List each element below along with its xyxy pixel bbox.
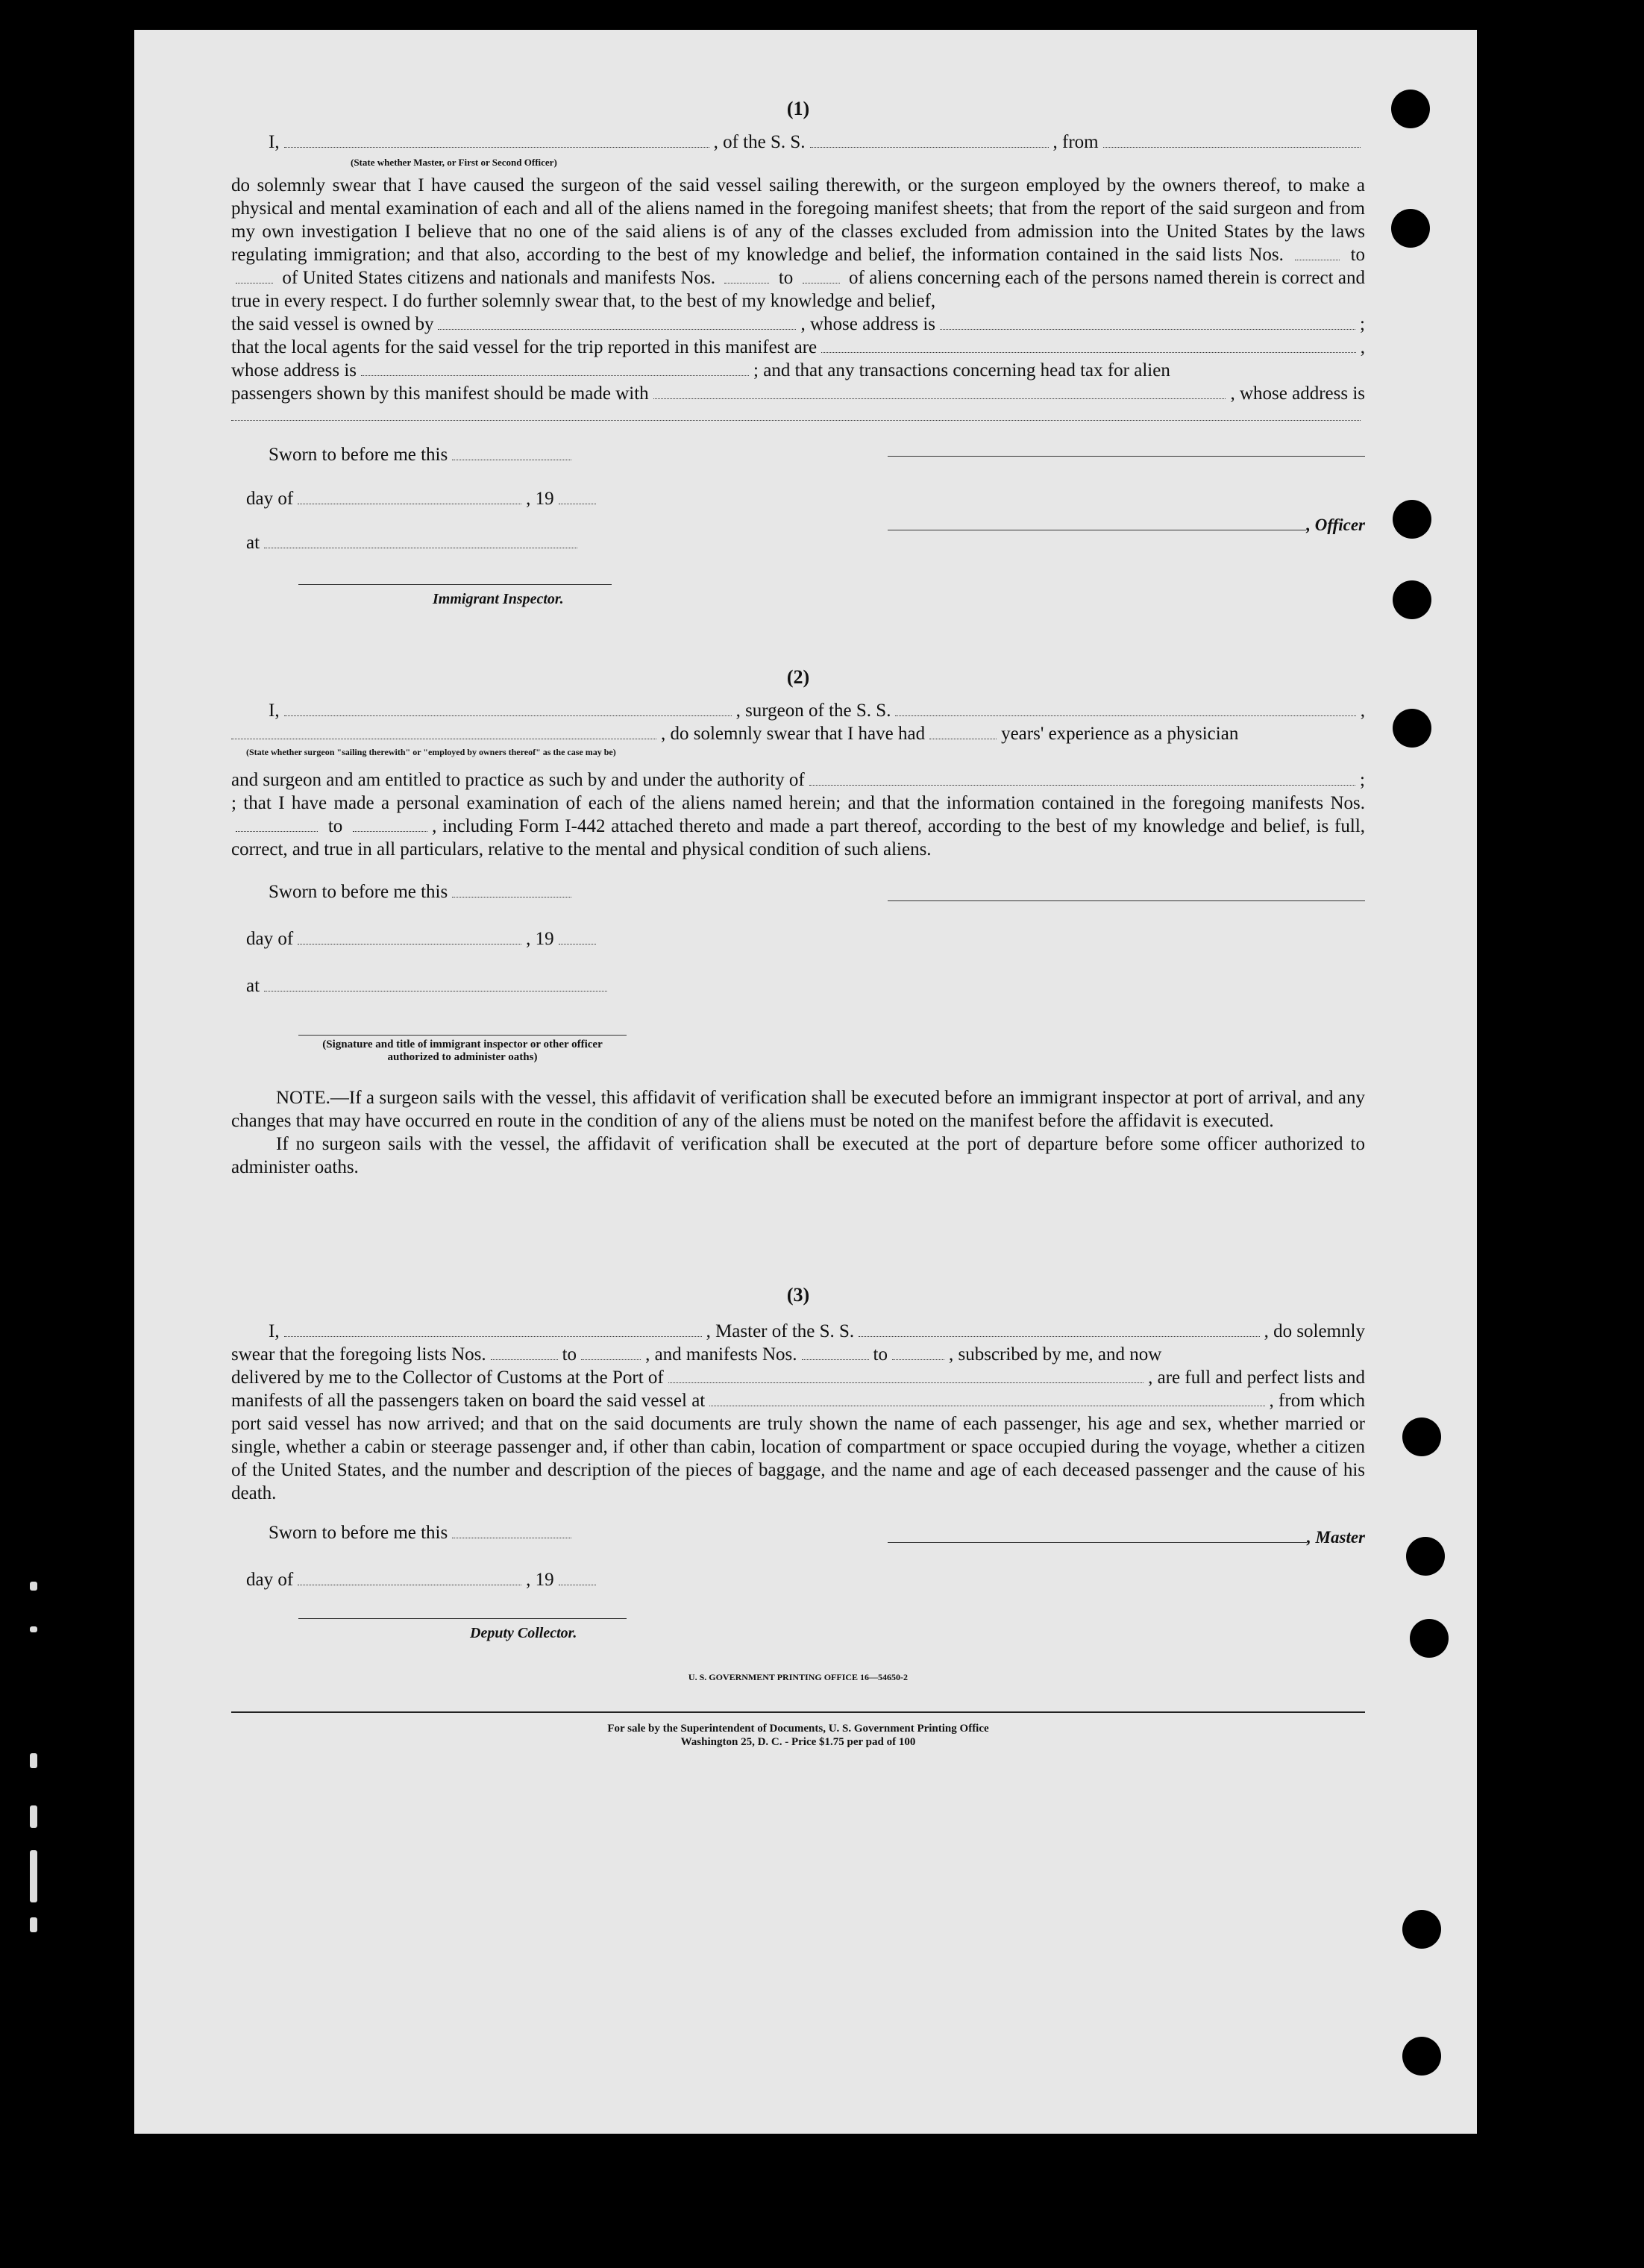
place-field[interactable] bbox=[264, 533, 577, 548]
punch-hole bbox=[1393, 709, 1431, 748]
immigrant-inspector-label: Immigrant Inspector. bbox=[433, 591, 564, 607]
officer-signature-line-1[interactable] bbox=[888, 455, 1365, 457]
s2-year-field[interactable] bbox=[559, 929, 596, 945]
punch-hole bbox=[1391, 90, 1430, 128]
s3-year-field[interactable] bbox=[559, 1570, 596, 1585]
from-port-field[interactable] bbox=[1103, 132, 1361, 148]
s2-sworn-date-field[interactable] bbox=[452, 882, 571, 898]
document-sheet bbox=[134, 30, 1477, 2134]
sworn-date-field[interactable] bbox=[452, 445, 571, 460]
officer-label: , Officer bbox=[1306, 516, 1365, 534]
lists-from-field[interactable] bbox=[1295, 245, 1340, 260]
manifests-from-field[interactable] bbox=[724, 268, 769, 284]
port-field[interactable] bbox=[668, 1368, 1143, 1383]
s2-signature-caption: (Signature and title of immigrant inspector or other officer authorized to administer oaths) bbox=[322, 1039, 603, 1063]
years-experience-field[interactable] bbox=[929, 724, 997, 739]
lists-to-field[interactable] bbox=[236, 268, 273, 284]
inspector-signature-line[interactable] bbox=[298, 584, 612, 585]
master-note: (State whether Master, or First or Second Officer) bbox=[351, 157, 557, 168]
footer-line-1: For sale by the Superintendent of Documents, U. S. Government Printing Office bbox=[607, 1723, 989, 1735]
master-label: , Master bbox=[1307, 1528, 1365, 1547]
section-3-body: port said vessel has now arrived; and that on the said documents are truly shown the name of each passenger, his age and sex, whether married or single, whether a cabin or steerage passenger and, if other than cabin, location of compartment or space occupied during the voyage, whether a citizen of the United States, and the number and description of the pieces of baggage, and the name and age of each deceased passenger and the cause of his death. bbox=[231, 1414, 1365, 1503]
punch-hole bbox=[1391, 209, 1430, 248]
affidavit-content: (1) I, , of the S. S. , from (State whether Master, or First or Second Officer) do solemnly swear that I have caused the surgeon of the said vessel sailing therewith, or the surgeon employed by the owners thereof, to make a physical and mental examination of each and all of the aliens named in the foregoing manifest sheets; that from the report of the said surgeon and from my own investigation I believe that no one of the said aliens is of any of the classes excluded from admission into the United States by the laws regulating immigration; and that also, according to the best of my knowledge and belief, the information contained in the said lists Nos. to of United States citizens and nationals and manifests Nos. to of aliens concerning each of the persons named therein is correct and true in every respect. I do further solemnly swear that, to the best of my knowledge and belief, the said vessel is owned by , whose address is ; that the local agents for the said vessel for the trip reported in this manifest are , whose address is ; and that any transactions concerning head tax for alien passengers shown by this manifest should be made with , whose address is Sworn to before me this day of , 19 at Immigrant Inspector. , Officer (2) I, , surgeon of the S. S. , , do solemnly swear that I have had years' experience as a physician (State whether surgeon "sailing therewith" or "employed by owners thereof" as the case may be) and surgeon and am entitled to practice as such by and under the authority of ; ; that I have made a personal examination of each of the aliens named herein; and that the information contained in the foregoing manifests Nos. to , including Form I-442 attached thereto and made a part thereof, according to the best of my knowledge and belief, is full, correct, and true in all particulars, relative to the mental and physical condition of such aliens. Sworn to before me this day of , 19 at (Signature and title of immigrant inspector or other officer authorized to administer oaths) NOTE.—If a surgeon sails with the vessel, this affidavit of verification shall be executed before an immigrant inspector at port of arrival, and any changes that may have occurred en route in the condition of any of the aliens must be noted on the manifest before the affidavit is executed. If no surgeon sails with the vessel, the affidavit of verification shall be executed at the port of departure before some officer authorized to administer oaths. (3) I, , Master of the S. S. , do solemnly swear that the foregoing lists Nos. to , and manifests Nos. to , subscribed by me, and now delivered by me to the Collector of Customs at the Port of , are full and perfect lists and manifests of all the passengers taken on board the said vessel at , from which port said vessel has now arrived; and that on the said documents are truly shown the name of each passenger, his age and sex, whether married or single, whether a cabin or steerage passenger and, if other than cabin, location of compartment or space occupied during the voyage, whether a citizen of the United States, and the number and description of the pieces of baggage, and the name and age of each deceased passenger and the cause of his death. Sworn to before me this day of , 19 Deputy Collector. , Master U. S. GOVERNMENT PRINTING OFFICE 16—54650-2 For sale by the Superintendent of Documents, U. S. Government Printing Office Washington 25, D. C. - Price $1.75 per pad of 100 bbox=[231, 98, 1366, 1748]
section-1-i: I, bbox=[269, 132, 280, 152]
punch-hole bbox=[1393, 580, 1431, 619]
s3-month-field[interactable] bbox=[298, 1570, 521, 1585]
surgeon-name-field[interactable] bbox=[284, 701, 732, 716]
s3-lists-from-field[interactable] bbox=[491, 1344, 558, 1360]
local-agents-field[interactable] bbox=[821, 337, 1356, 353]
section-3-signatures: Sworn to before me this day of , 19 Deputy Collector. , Master bbox=[231, 1521, 1365, 1670]
punch-hole bbox=[1402, 1418, 1441, 1456]
section-1-body: do solemnly swear that I have caused the surgeon of the said vessel sailing therewith, or the surgeon employed by the owners thereof, to make a physical and mental examination of each and all of the aliens named in the foregoing manifest sheets; that from the report of the said surgeon and from my own investigation I believe that no one of the said aliens is of any of the classes excluded from admission into the United States by the laws regulating immigration; and that also, according to the best of my knowledge and belief, the information contained in the said lists Nos. to of United States citizens and nationals and manifests Nos. to of aliens concerning each of the persons named therein is correct and true in every respect. I do further solemnly swear that, to the best of my knowledge and belief, bbox=[231, 175, 1366, 311]
s3-sworn-date-field[interactable] bbox=[452, 1523, 571, 1538]
punch-hole bbox=[1393, 500, 1431, 539]
section-1-signatures: Sworn to before me this day of , 19 at Immigrant Inspector. , Officer bbox=[231, 443, 1365, 637]
from-label: , from bbox=[1052, 132, 1099, 152]
note-paragraph-1: NOTE.—If a surgeon sails with the vessel, this affidavit of verification shall be executed before an immigrant inspector at port of arrival, and any changes that may have occurred en route in the condition of any of the aliens must be noted on the manifest before the affidavit is executed. bbox=[231, 1088, 1365, 1131]
vessel-name-field[interactable] bbox=[810, 132, 1049, 148]
officer-name-field[interactable] bbox=[284, 132, 709, 148]
s2-manifests-from-field[interactable] bbox=[236, 816, 318, 832]
master-signature-line[interactable] bbox=[888, 1541, 1307, 1543]
section-2-number: (2) bbox=[786, 666, 810, 688]
s3-manifests-from-field[interactable] bbox=[802, 1344, 869, 1360]
s3-manifests-to-field[interactable] bbox=[892, 1344, 944, 1360]
surgeon-note: (State whether surgeon "sailing therewith" or "employed by owners thereof" as the case may be) bbox=[246, 747, 616, 757]
manifests-to-field[interactable] bbox=[803, 268, 840, 284]
footer-line-2: Washington 25, D. C. - Price $1.75 per pad of 100 bbox=[680, 1736, 916, 1748]
master-name-field[interactable] bbox=[284, 1321, 702, 1337]
punch-hole bbox=[1402, 1910, 1441, 1949]
year-field[interactable] bbox=[559, 489, 596, 504]
punch-hole bbox=[1402, 2037, 1441, 2076]
surgeon-vessel-field[interactable] bbox=[895, 701, 1355, 716]
authority-field[interactable] bbox=[809, 770, 1355, 786]
head-tax-address-field[interactable] bbox=[231, 405, 1361, 421]
agents-address-field[interactable] bbox=[361, 360, 749, 376]
footer-rule bbox=[231, 1711, 1365, 1713]
note-paragraph-2: If no surgeon sails with the vessel, the affidavit of verification shall be executed at the port of departure before some officer authorized to administer oaths. bbox=[231, 1134, 1365, 1177]
surgeon-status-field[interactable] bbox=[231, 724, 656, 739]
s3-vessel-field[interactable] bbox=[859, 1321, 1259, 1337]
boarding-port-field[interactable] bbox=[709, 1391, 1264, 1406]
punch-hole bbox=[1410, 1619, 1449, 1658]
owner-field[interactable] bbox=[438, 314, 796, 330]
officer-signature-line-2[interactable] bbox=[888, 529, 1306, 530]
punch-hole bbox=[1406, 1537, 1445, 1576]
surgeon-signature-line[interactable] bbox=[888, 900, 1365, 901]
head-tax-party-field[interactable] bbox=[653, 383, 1226, 399]
of-ss-label: , of the S. S. bbox=[713, 132, 806, 152]
month-field[interactable] bbox=[298, 489, 521, 504]
section-2-signatures: Sworn to before me this day of , 19 at (Signature and title of immigrant inspector or other officer authorized to administer oaths) bbox=[231, 880, 1365, 1052]
s3-lists-to-field[interactable] bbox=[581, 1344, 641, 1360]
section-3-number: (3) bbox=[786, 1284, 810, 1306]
section-1-number: (1) bbox=[786, 98, 810, 119]
s2-signature-line[interactable] bbox=[298, 1035, 627, 1036]
deputy-collector-label: Deputy Collector. bbox=[470, 1625, 577, 1641]
s2-month-field[interactable] bbox=[298, 929, 521, 945]
s2-place-field[interactable] bbox=[264, 976, 607, 992]
printing-office-line: U. S. GOVERNMENT PRINTING OFFICE 16—54650-2 bbox=[688, 1672, 909, 1682]
deputy-signature-line[interactable] bbox=[298, 1618, 627, 1619]
film-edge-marks bbox=[30, 1582, 52, 2104]
section-2-body: ; that I have made a personal examination of each of the aliens named herein; and that the information contained in the foregoing manifests Nos. to , including Form I-442 attached thereto and made a part thereof, according to the best of my knowledge and belief, is full, correct, and true in all particulars, relative to the mental and physical condition of such aliens. bbox=[231, 793, 1366, 859]
s2-manifests-to-field[interactable] bbox=[353, 816, 427, 832]
owner-address-field[interactable] bbox=[940, 314, 1355, 330]
